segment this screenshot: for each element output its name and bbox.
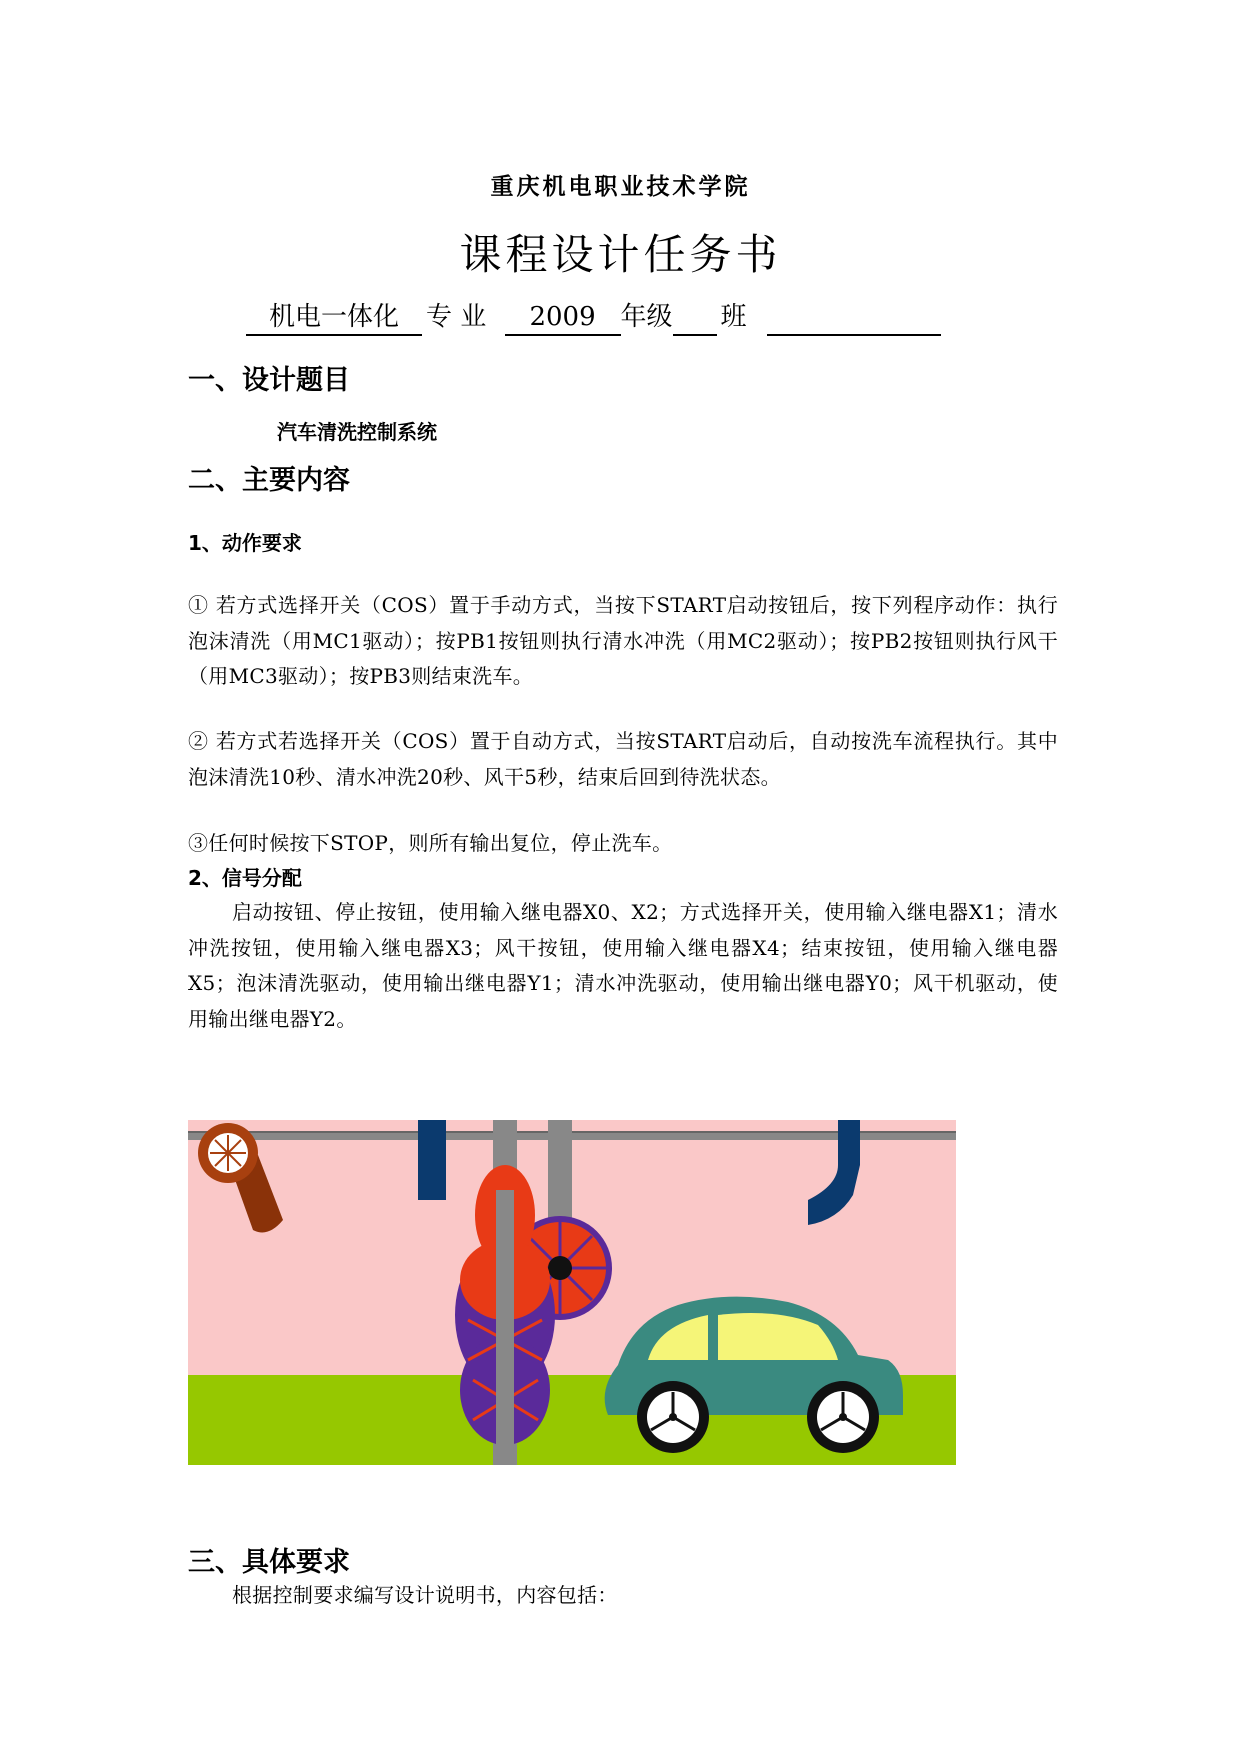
water-nozzle (418, 1120, 446, 1200)
requirement-stop: ③任何时候按下STOP，则所有输出复位，停止洗车。 (188, 831, 673, 855)
action-requirements-heading: 1、动作要求 (188, 531, 302, 555)
school-name: 重庆机电职业技术学院 (490, 173, 751, 200)
major-label: 专 业 (426, 302, 487, 332)
class-label: 班 (720, 302, 747, 332)
major-value: 机电一体化 (246, 300, 422, 336)
section3-heading: 三、具体要求 (188, 1547, 350, 1578)
signal-allocation-heading: 2、信号分配 (188, 866, 302, 890)
document-title: 课程设计任务书 (459, 230, 782, 279)
requirement-manual: ① 若方式选择开关（COS）置于手动方式，当按下START启动按钮后，按下列程序动作：执行泡沫清洗（用MC1驱动）；按PB1按钮则执行清水冲洗（用MC2驱动）；按PB2按钮则执行风干（用MC3驱动）；按PB3则结束洗车。 (188, 593, 1058, 688)
signal-allocation-text: 启动按钮、停止按钮，使用输入继电器X0、X2；方式选择开关，使用输入继电器X1；清水冲洗按钮，使用输入继电器X3；风干按钮，使用输入继电器X4；结束按钮，使用输入继电器X5；泡沫清洗驱动，使用输出继电器Y1；清水冲洗驱动，使用输出继电器Y0；风干机驱动，使用输出继电器Y2。 (188, 900, 1058, 1031)
section1-heading: 一、设计题目 (188, 365, 350, 396)
year-value: 2009 (505, 300, 621, 336)
name-blank (767, 300, 941, 336)
section3-intro: 根据控制要求编写设计说明书，内容包括： (232, 1583, 618, 1607)
info-line (246, 296, 941, 336)
car-wash-illustration (188, 1120, 956, 1465)
class-blank (673, 300, 717, 336)
design-topic: 汽车清洗控制系统 (277, 420, 437, 444)
year-label: 年级 (620, 302, 673, 332)
section2-heading: 二、主要内容 (188, 465, 350, 496)
requirement-auto: ② 若方式若选择开关（COS）置于自动方式，当按START启动后，自动按洗车流程执行。其中泡沫清洗10秒、清水冲洗20秒、风干5秒，结束后回到待洗状态。 (188, 729, 1058, 789)
